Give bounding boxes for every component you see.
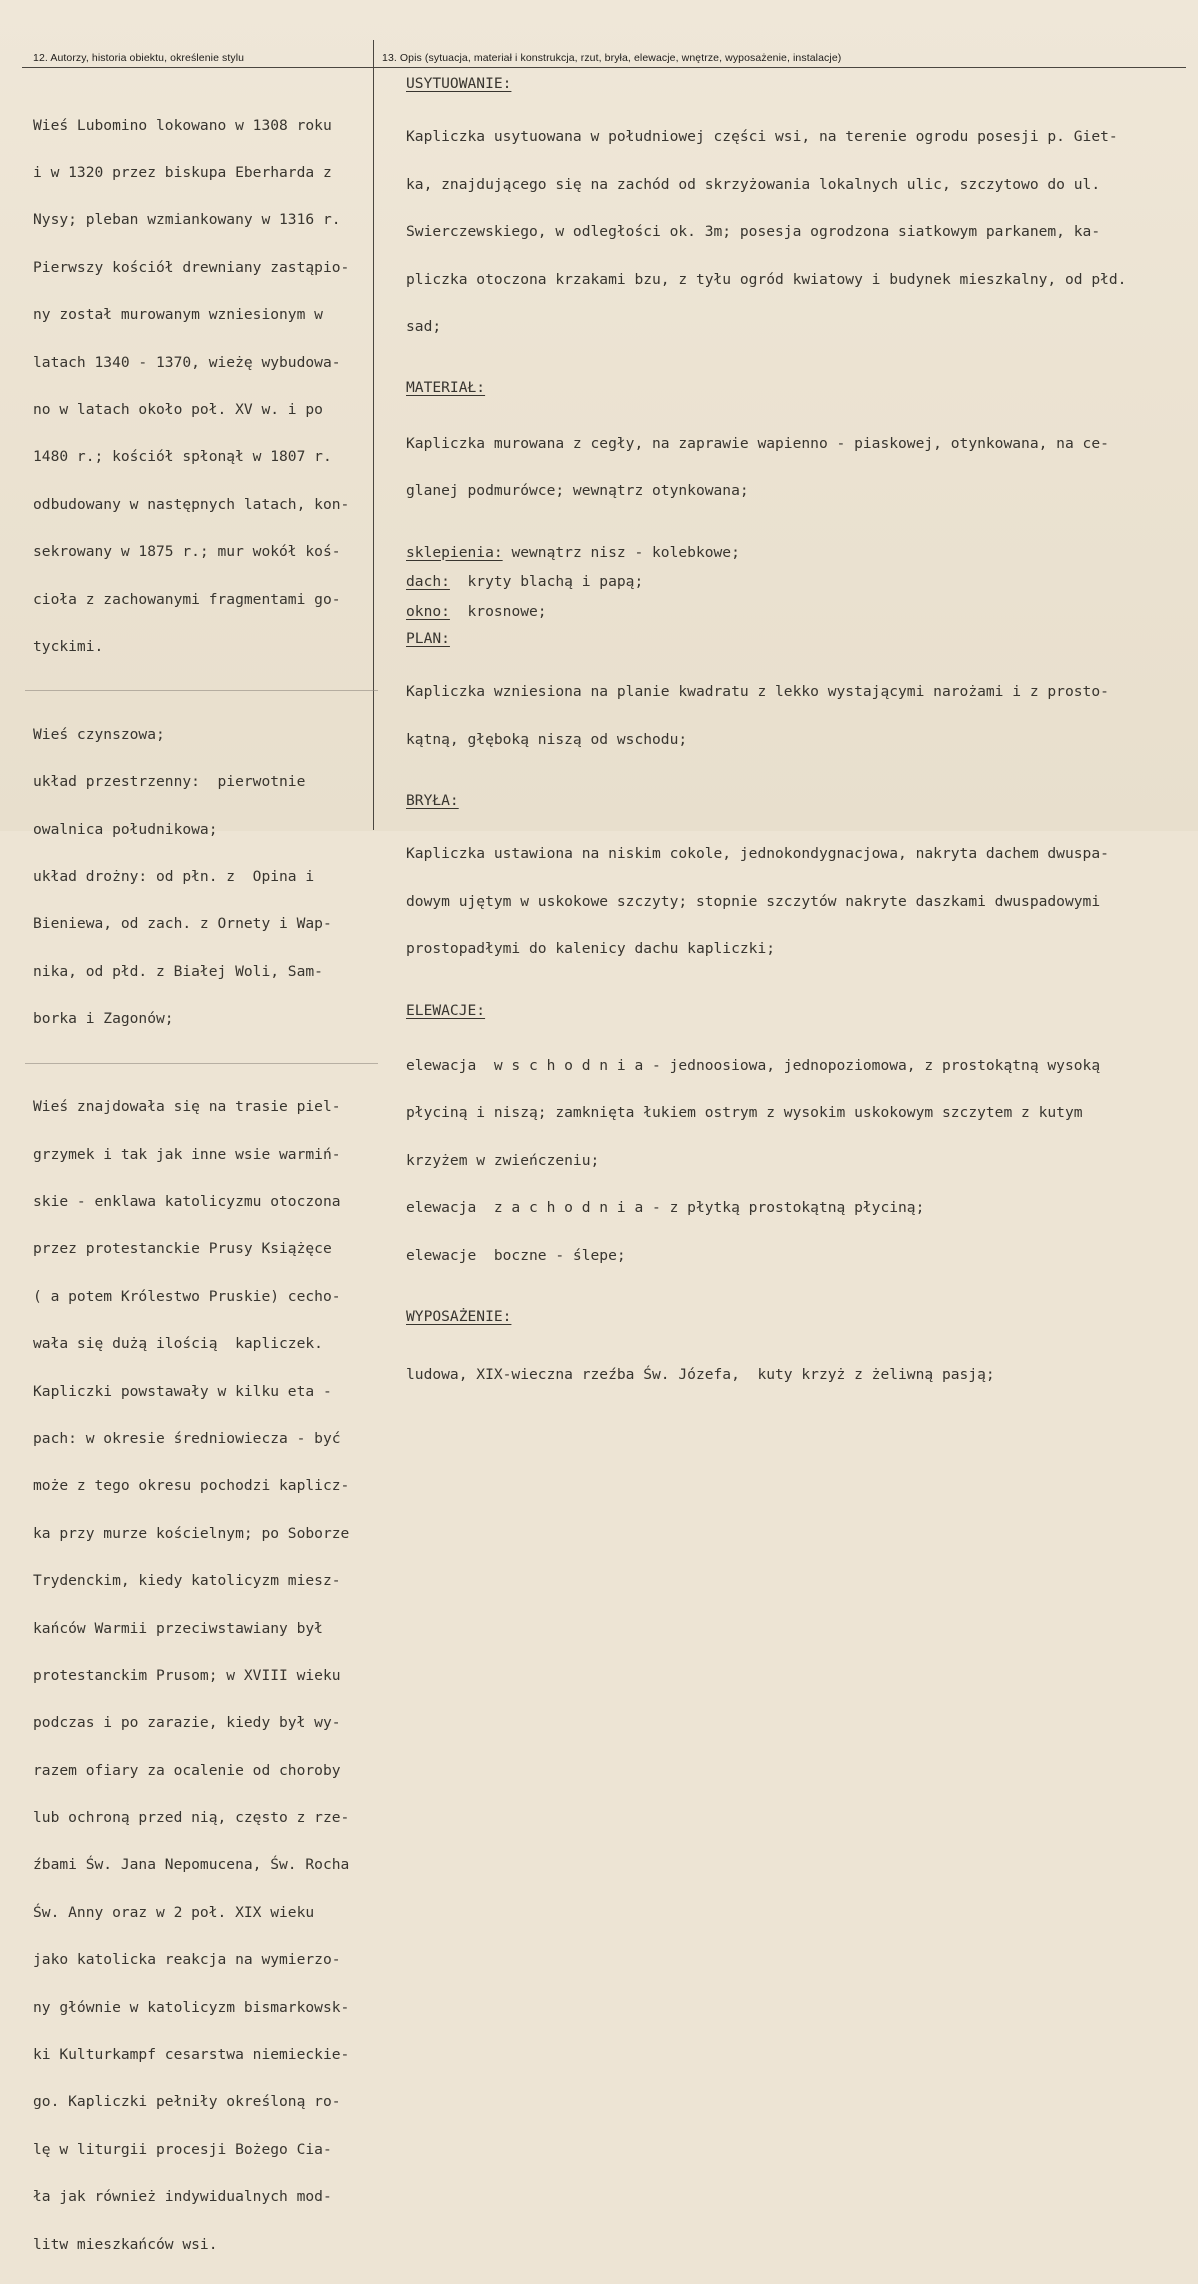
- history-column: [33, 86, 368, 2284]
- text-line: ki Kulturkampf cesarstwa niemieckie-: [33, 2046, 350, 2064]
- text-line: Kapliczka murowana z cegły, na zaprawie wapienno - piaskowej, otynkowana, na ce-: [406, 434, 1109, 452]
- plan-text: [406, 653, 1196, 779]
- text-line: litw mieszkańców wsi.: [33, 2235, 218, 2253]
- text-line: może z tego okresu pochodzi kaplicz-: [33, 1477, 350, 1495]
- text-line: pliczka otoczona krzakami bzu, z tyłu ogród kwiatowy i budynek mieszkalny, od płd.: [406, 270, 1127, 288]
- text-line: jako katolicka reakcja na wymierzo-: [33, 1951, 341, 1969]
- text-line: Bieniewa, od zach. z Ornety i Wap-: [33, 915, 332, 933]
- text-line: 1480 r.; kościół spłonął w 1807 r.: [33, 448, 332, 466]
- text-line: sekrowany w 1875 r.; mur wokół koś-: [33, 543, 341, 561]
- text-line: sad;: [406, 317, 442, 335]
- material-heading: MATERIAŁ:: [406, 379, 486, 397]
- text-line: skie - enklawa katolicyzmu otoczona: [33, 1192, 341, 1210]
- usytuowanie-text: [406, 98, 1196, 367]
- text-line: ny został murowanym wzniesionym w: [33, 306, 323, 324]
- bryla-heading: BRYŁA:: [406, 792, 459, 810]
- text-line: owalnica południkowa;: [33, 820, 218, 838]
- text-line: Św. Anny oraz w 2 poł. XIX wieku: [33, 1903, 315, 1921]
- text-line: Wieś czynszowa;: [33, 725, 165, 743]
- material-text: [406, 404, 1196, 530]
- text-line: Swierczewskiego, w odległości ok. 3m; posesja ogrodzona siatkowym parkanem, ka-: [406, 223, 1101, 241]
- elewacje-text: [406, 1026, 1196, 1295]
- text-line: ka przy murze kościelnym; po Soborze: [33, 1524, 350, 1542]
- wyposazenie-text: [406, 1336, 1196, 1415]
- paragraph-separator: [33, 686, 368, 695]
- text-line: Trydenckim, kiedy katolicyzm miesz-: [33, 1572, 341, 1590]
- okno-text: krosnowe;: [449, 603, 547, 621]
- text-line: cioła z zachowanymi fragmentami go-: [33, 590, 341, 608]
- text-line: odbudowany w następnych latach, kon-: [33, 495, 350, 513]
- text-line: ludowa, XIX-wieczna rzeźba Św. Józefa, kuty krzyż z żeliwną pasją;: [406, 1366, 995, 1384]
- text-line: Kapliczka ustawiona na niskim cokole, jednokondygnacjowa, nakryta dachem dwuspa-: [406, 845, 1109, 863]
- dach-text: kryty blachą i papą;: [449, 573, 644, 591]
- plan-section: [406, 631, 1196, 779]
- description-column: [406, 76, 1196, 1415]
- section-13-header: 13. Opis (sytuacja, materiał i konstrukcja, rzut, bryła, elewacje, wnętrze, wyposażenie, instalacje): [382, 52, 842, 64]
- text-line: no w latach około poł. XV w. i po: [33, 400, 323, 418]
- text-line: ( a potem Królestwo Pruskie) cecho-: [33, 1287, 341, 1305]
- text-line: dowym ujętym w uskokowe szczyty; stopnie szczytów nakryte daszkami dwuspadowymi: [406, 892, 1101, 910]
- text-line: przez protestanckie Prusy Książęce: [33, 1240, 332, 1258]
- text-line: układ przestrzenny: pierwotnie: [33, 773, 306, 791]
- text-line: Wieś znajdowała się na trasie piel-: [33, 1098, 341, 1116]
- text-line: płyciną i niszą; zamknięta łukiem ostrym z wysokim uskokowym szczytem z kutym: [406, 1104, 1083, 1122]
- plan-heading: PLAN:: [406, 629, 450, 647]
- header-rule: [22, 67, 1186, 68]
- sklepienia-heading: sklepienia:: [406, 543, 503, 561]
- wyposazenie-heading: WYPOSAŻENIE:: [406, 1307, 512, 1325]
- text-line: Kapliczka usytuowana w południowej części wsi, na terenie ogrodu posesji p. Giet-: [406, 128, 1118, 146]
- text-line: nika, od płd. z Białej Woli, Sam-: [33, 962, 323, 980]
- text-line: razem ofiary za ocalenie od choroby: [33, 1761, 341, 1779]
- text-line: Kapliczka wzniesiona na planie kwadratu z lekko wystającymi narożami i z prosto-: [406, 683, 1109, 701]
- text-line: elewacje boczne - ślepe;: [406, 1246, 626, 1264]
- okno-row: [406, 604, 1196, 620]
- usytuowanie-heading: USYTUOWANIE:: [406, 75, 512, 92]
- history-paragraph-1: [33, 86, 368, 686]
- text-line: prostopadłymi do kalenicy dachu kapliczki;: [406, 940, 776, 958]
- text-line: Kapliczki powstawały w kilku eta -: [33, 1382, 332, 1400]
- text-line: źbami Św. Jana Nepomucena, Św. Rocha: [33, 1856, 350, 1874]
- history-paragraph-3: [33, 1068, 368, 2284]
- text-line: podczas i po zarazie, kiedy był wy-: [33, 1714, 341, 1732]
- text-line: ła jak również indywidualnych mod-: [33, 2188, 332, 2206]
- text-line: kańców Warmii przeciwstawiany był: [33, 1619, 323, 1637]
- bryla-text: [406, 815, 1196, 989]
- text-line: kątną, głęboką niszą od wschodu;: [406, 730, 688, 748]
- text-line: wała się dużą ilością kapliczek.: [33, 1335, 323, 1353]
- text-line: latach 1340 - 1370, wieżę wybudowa-: [33, 353, 341, 371]
- text-line: go. Kapliczki pełniły określoną ro-: [33, 2093, 341, 2111]
- text-line: grzymek i tak jak inne wsie warmiń-: [33, 1145, 341, 1163]
- text-line: glanej podmurówce; wewnątrz otynkowana;: [406, 482, 749, 500]
- text-line: krzyżem w zwieńczeniu;: [406, 1151, 600, 1169]
- text-line: i w 1320 przez biskupa Eberharda z: [33, 163, 332, 181]
- text-line: ny głównie w katolicyzm bismarkowsk-: [33, 1998, 350, 2016]
- section-12-header: 12. Autorzy, historia obiektu, określenie stylu: [33, 52, 245, 64]
- material-section: [406, 380, 1196, 530]
- text-line: lę w liturgii procesji Bożego Cia-: [33, 2140, 332, 2158]
- okno-heading: okno:: [406, 603, 450, 621]
- history-paragraph-2: [33, 695, 368, 1058]
- sklepienia-text: wewnątrz nisz - kolebkowe;: [502, 543, 740, 561]
- text-line: Pierwszy kościół drewniany zastąpio-: [33, 258, 350, 276]
- text-line: pach: w okresie średniowiecza - być: [33, 1429, 341, 1447]
- text-line: układ drożny: od płn. z Opina i: [33, 868, 315, 886]
- text-line: lub ochroną przed nią, często z rze-: [33, 1809, 350, 1827]
- elewacje-heading: ELEWACJE:: [406, 1001, 486, 1019]
- text-line: Nysy; pleban wzmiankowany w 1316 r.: [33, 211, 341, 229]
- paragraph-separator: [33, 1059, 368, 1068]
- sklepienia-row: [406, 545, 1196, 561]
- text-line: elewacja w s c h o d n i a - jednoosiowa, jednopoziomowa, z prostokątną wysoką: [406, 1057, 1101, 1075]
- usytuowanie-section: [406, 76, 1196, 366]
- text-line: protestanckim Prusom; w XVIII wieku: [33, 1666, 341, 1684]
- bryla-section: [406, 793, 1196, 989]
- elewacje-section: [406, 1003, 1196, 1295]
- column-divider: [373, 40, 374, 830]
- dach-heading: dach:: [406, 573, 450, 591]
- text-line: Wieś Lubomino lokowano w 1308 roku: [33, 116, 332, 134]
- text-line: elewacja z a c h o d n i a - z płytką prostokątną płyciną;: [406, 1199, 925, 1217]
- text-line: borka i Zagonów;: [33, 1010, 174, 1028]
- wyposazenie-section: [406, 1309, 1196, 1415]
- text-line: ka, znajdującego się na zachód od skrzyżowania lokalnych ulic, szczytowo do ul.: [406, 175, 1101, 193]
- dach-row: [406, 574, 1196, 590]
- text-line: tyckimi.: [33, 637, 104, 655]
